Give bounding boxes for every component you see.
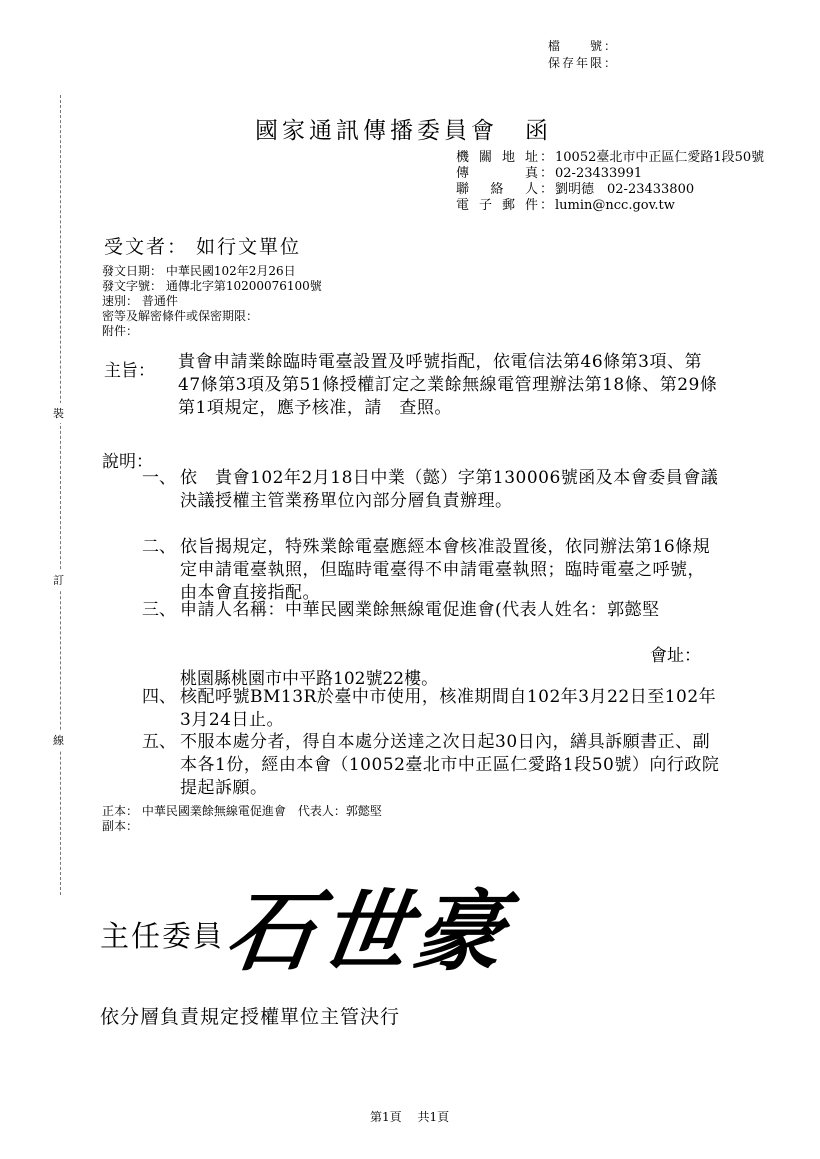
item-number: 四、 (142, 687, 176, 707)
explanation-label: 說明： (102, 452, 153, 472)
file-number-label: 檔 號： (548, 39, 619, 53)
secrecy-level: 密等及解密條件或保密期限： (102, 309, 259, 323)
contact-value: 10052臺北市中正區仁愛路1段50號 (555, 150, 765, 165)
signatory-title: 主任委員 (100, 919, 225, 953)
item-text: 核配呼號BM13R於臺中市使用，核准期間自102年3月22日至102年3月24日止。 (180, 687, 717, 730)
binding-line (60, 95, 61, 895)
retention-period-label: 保存年限： (548, 56, 619, 70)
item-number: 二、 (142, 537, 176, 557)
item-text: 不服本處分者，得自本處分送達之次日起30日內，繕具訴願書正、副本各1份，經由本會（10052臺北市中正區仁愛路1段50號）向行政院提起訴願。 (180, 732, 720, 798)
page-number: 第1頁 共1頁 (370, 1110, 450, 1124)
document-number: 發文字號： 通傳北字第10200076100號 (102, 279, 322, 293)
contact-value: 02-23433991 (555, 166, 643, 181)
item-text: 依旨揭規定，特殊業餘電臺應經本會核准設置後，依同辦法第16條規定申請電臺執照，但臨時電臺得不申請電臺執照；臨時電臺之呼號，由本會直接指配。 (180, 537, 711, 603)
contact-address-row: 機關地址 ： 10052臺北市中正區仁愛路1段50號 (456, 150, 765, 165)
contact-person-row: 聯 絡 人 ： 劉明德 02-23433800 (456, 182, 695, 197)
item-number: 三、 (142, 600, 176, 620)
contact-label: 電子郵件 (456, 198, 538, 213)
delivery-speed: 速別： 普通件 (102, 294, 178, 308)
item-number: 五、 (142, 732, 176, 752)
contact-label: 聯 絡 人 (456, 182, 538, 197)
item-number: 一、 (142, 468, 176, 488)
address-value: 桃園縣桃園市中平路102號22樓。 (180, 669, 439, 689)
address-label: 會址： (650, 646, 701, 666)
contact-email-row: 電子郵件 ： lumin@ncc.gov.tw (456, 198, 675, 213)
attachment: 附件： (102, 324, 139, 338)
recipient: 受文者： 如行文單位 (104, 236, 302, 258)
binding-char-zhuang: 裝 (53, 403, 64, 423)
subject-text: 貴會申請業餘臨時電臺設置及呼號指配，依電信法第46條第3項、第47條第3項及第51條授權訂定之業餘無線電管理辦法第18條、第29條第1項規定，應予核准，請 查照。 (178, 352, 718, 418)
document-meta (102, 264, 322, 339)
issue-date: 發文日期： 中華民國102年2月26日 (102, 264, 296, 278)
binding-char-xian: 線 (53, 730, 64, 750)
document-title: 國家通訊傳播委員會 函 (255, 118, 552, 144)
item-text: 依 貴會102年2月18日中業（懿）字第130006號函及本會委員會議決議授權主管業務單位內部分層負責辦理。 (180, 468, 719, 511)
original-copy: 正本： 中華民國業餘無線電促進會 代表人：郭懿堅 (102, 804, 382, 818)
contact-label: 機關地址 (456, 150, 538, 165)
signature-image: 石世豪 (219, 879, 517, 983)
binding-char-ding: 訂 (53, 570, 64, 590)
item-text: 申請人名稱：中華民國業餘無線電促進會(代表人姓名：郭懿堅 (180, 600, 660, 620)
archive-info (548, 38, 618, 72)
contact-email-link[interactable]: lumin@ncc.gov.tw (555, 198, 675, 213)
delegation-note: 依分層負責規定授權單位主管決行 (100, 1006, 401, 1028)
copies (102, 804, 382, 834)
duplicate-copy: 副本： (102, 819, 139, 833)
subject-label: 主旨： (104, 361, 155, 381)
contact-label: 傳 真 (456, 166, 538, 181)
contact-info (456, 150, 764, 214)
contact-value: 劉明德 02-23433800 (555, 182, 695, 197)
contact-fax-row: 傳 真 ： 02-23433991 (456, 166, 643, 181)
